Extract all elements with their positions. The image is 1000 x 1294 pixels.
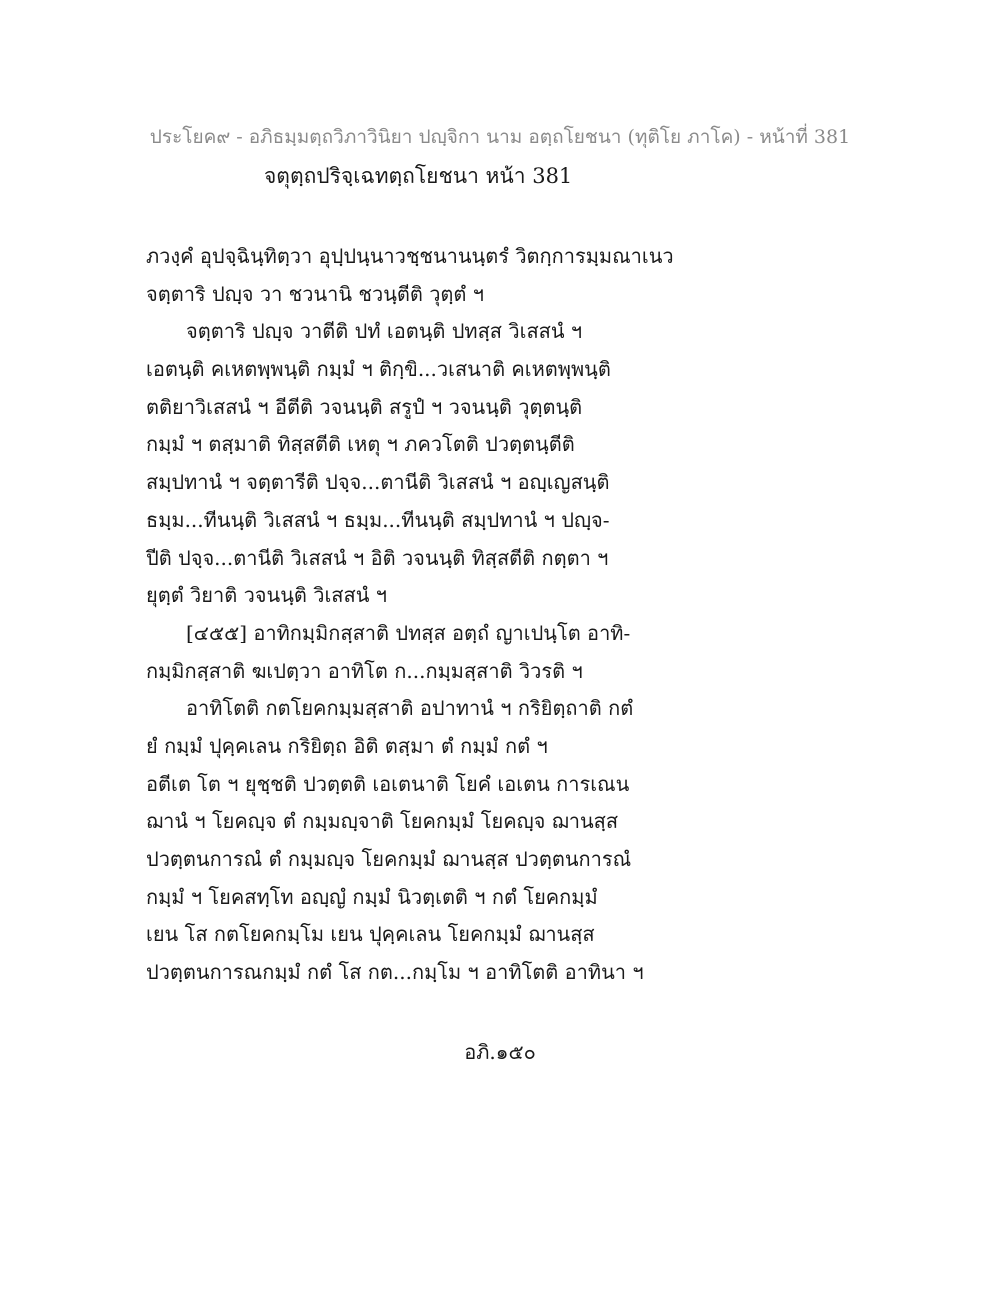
running-header: ประโยค๙ - อภิธมฺมตฺถวิภาวินิยา ปญฺจิกา นาม อตฺถโยชนา (ทุติโย ภาโค) - หน้าที่ 381	[149, 126, 851, 148]
text-line: ตติยาวิเสสนํ ฯ อีตีติ วจนนฺติ สรูปํ ฯ วจนนฺติ วุตฺตนฺติ	[146, 394, 583, 419]
text-line: จตฺตาริ ปญฺจ วา ชวนานิ ชวนฺตีติ วุตฺตํ ฯ	[146, 281, 484, 306]
text-line: เยน โส กตโยคกมฺโม เยน ปุคฺคเลน โยคกมฺมํ ฌานสฺส	[146, 922, 595, 947]
text-line: ปวตฺตนการณกมฺมํ กตํ โส กต...กมฺโม ฯ อาทิโตติ อาทินา ฯ	[146, 960, 644, 985]
text-line: จตฺตาริ ปญฺจ วาตีติ ปทํ เอตนฺติ ปทสฺส วิเสสนํ ฯ	[186, 319, 583, 344]
text-line: สมฺปทานํ ฯ จตฺตารีติ ปจฺจ...ตานีติ วิเสสนํ ฯ อญฺเญสนฺติ	[146, 470, 610, 495]
text-line: กมฺมํ ฯ โยคสทฺโท อญฺญํ กมฺมํ นิวตฺเตติ ฯ กตํ โยคกมฺมํ	[146, 884, 598, 909]
text-line: ยํ กมฺมํ ปุคฺคเลน กริยิตฺถ อิติ ตสฺมา ตํ กมฺมํ กตํ ฯ	[146, 733, 548, 758]
text-line: ฌานํ ฯ โยคญฺจ ตํ กมฺมญฺจาติ โยคกมฺมํ โยคญฺจ ฌานสฺส	[146, 809, 619, 834]
text-line: เอตนฺติ คเหตพฺพนฺติ กมฺมํ ฯ ติกฺขิ...วเสนาติ คเหตพฺพนฺติ	[146, 357, 611, 382]
text-line: อตีเต โต ฯ ยุชฺชติ ปวตฺตติ เอเตนาติ โยคํ เอเตน การเณน	[146, 771, 630, 796]
section-title: จตุตฺถปริจฺเฉทตฺถโยชนา หน้า 381	[264, 164, 573, 188]
text-line: กมฺมํ ฯ ตสฺมาติ ทิสฺสตีติ เหตุ ฯ ภควโตติ ปวตฺตนฺตีติ	[146, 432, 575, 457]
text-line: กมฺมิกสฺสาติ ฆเปตฺวา อาทิโต ก...กมฺมสฺสาติ วิวรติ ฯ	[146, 658, 583, 683]
text-line: ภวงฺคํ อุปจฺฉินฺทิตฺวา อุปฺปนฺนาวชฺชนานนฺตรํ วิตกฺการมฺมณาเนว	[146, 244, 674, 268]
text-line: ปีติ ปจฺจ...ตานีติ วิเสสนํ ฯ อิติ วจนนฺติ ทิสฺสตีติ กตฺตา ฯ	[146, 545, 609, 570]
body-text	[146, 238, 706, 992]
text-line: อาทิโตติ กตโยคกมฺมสฺสาติ อปาทานํ ฯ กริยิตฺถาติ กตํ	[186, 696, 634, 721]
text-line: ยุตฺตํ วิยาติ วจนนฺติ วิเสสนํ ฯ	[146, 583, 387, 608]
text-line: ธมฺม...ทีนนฺติ วิเสสนํ ฯ ธมฺม...ทีนนฺติ สมฺปทานํ ฯ ปญฺจ-	[146, 507, 610, 532]
page-footer-marker: อภิ.๑๕๐	[464, 1040, 536, 1064]
text-line: ปวตฺตนการณํ ตํ กมฺมญฺจ โยคกมฺมํ ฌานสฺส ปวตฺตนการณํ	[146, 847, 632, 871]
text-line: [๔๕๕] อาทิกมฺมิกสฺสาติ ปทสฺส อตฺถํ ญาเปนฺโต อาทิ-	[186, 620, 631, 645]
